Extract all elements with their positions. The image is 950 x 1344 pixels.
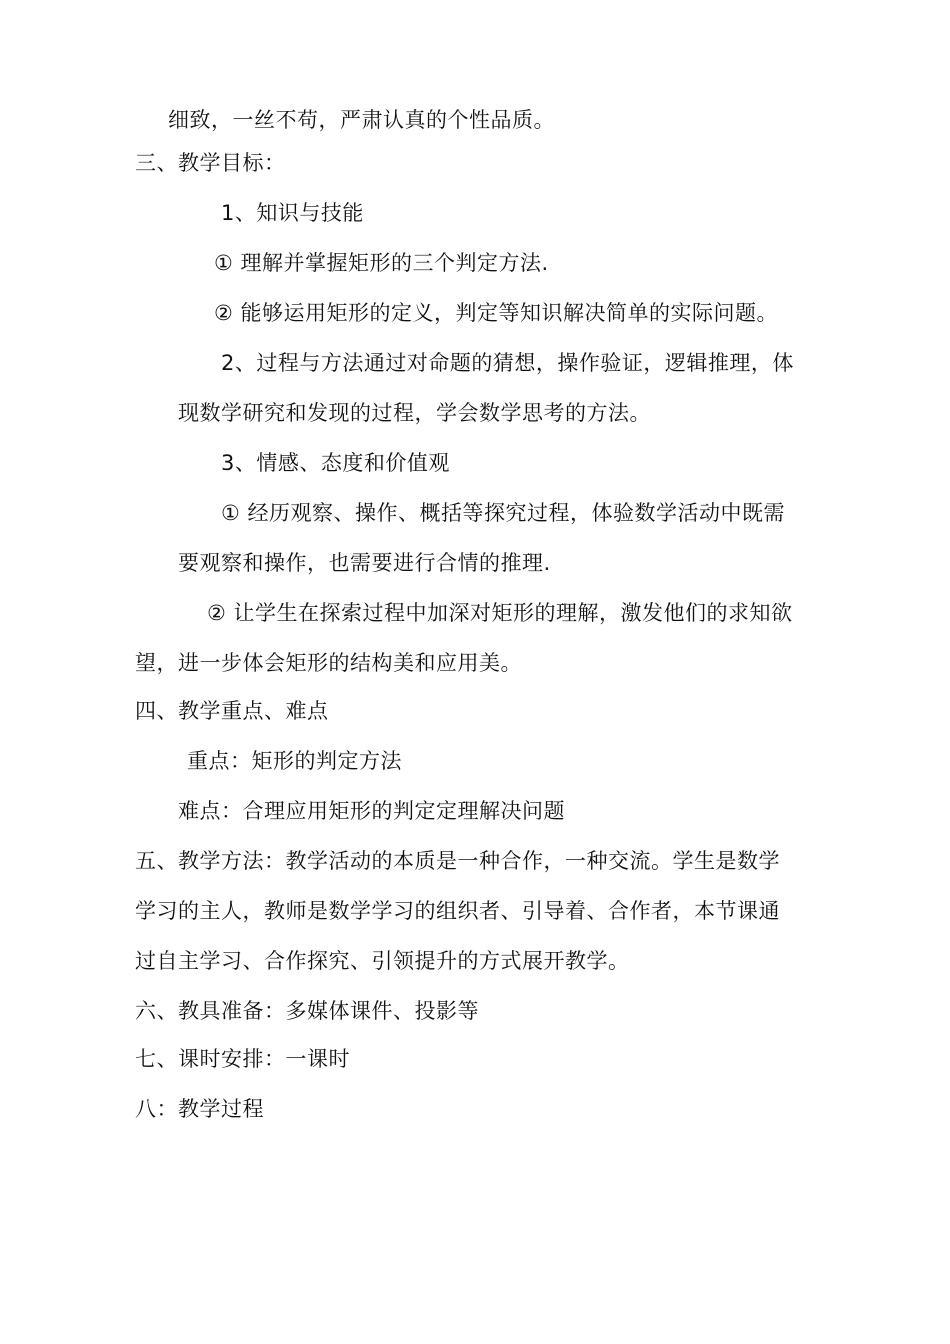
text-line: 难点：合理应用矩形的判定定理解决问题: [178, 799, 565, 823]
subheading-process-method: 2、过程与方法通过对命题的猜想，操作验证，逻辑推理，体: [221, 351, 794, 375]
section-heading-methods: 五、教学方法：教学活动的本质是一种合作，一种交流。学生是数学: [135, 849, 780, 873]
text-line: 要观察和操作，也需要进行合情的推理.: [178, 551, 551, 575]
text-line: ② 能够运用矩形的定义，判定等知识解决简单的实际问题。: [214, 301, 778, 325]
text-line: 过自主学习、合作探究、引领提升的方式展开教学。: [135, 949, 630, 973]
subheading-knowledge-skills: 1、知识与技能: [221, 201, 364, 225]
section-heading-materials: 六、教具准备：多媒体课件、投影等: [135, 999, 479, 1023]
text-line: 现数学研究和发现的过程，学会数学思考的方法。: [178, 401, 651, 425]
section-heading-key-points: 四、教学重点、难点: [135, 699, 329, 723]
section-heading-objectives: 三、教学目标：: [135, 151, 286, 175]
section-heading-schedule: 七、课时安排：一课时: [135, 1047, 350, 1071]
subheading-emotion-attitude: 3、情感、态度和价值观: [221, 451, 450, 475]
text-line: 重点：矩形的判定方法: [187, 749, 402, 773]
text-line: 学习的主人，教师是数学学习的组织者、引导着、合作者，本节课通: [135, 899, 780, 923]
text-line: ② 让学生在探索过程中加深对矩形的理解，激发他们的求知欲: [207, 601, 793, 625]
section-heading-process: 八：教学过程: [135, 1097, 264, 1121]
text-line: 望，进一步体会矩形的结构美和应用美。: [135, 651, 522, 675]
text-line: ① 理解并掌握矩形的三个判定方法.: [214, 251, 549, 275]
text-line: 细致，一丝不苟，严肃认真的个性品质。: [168, 108, 555, 132]
text-line: ① 经历观察、操作、概括等探究过程，体验数学活动中既需: [221, 501, 785, 525]
